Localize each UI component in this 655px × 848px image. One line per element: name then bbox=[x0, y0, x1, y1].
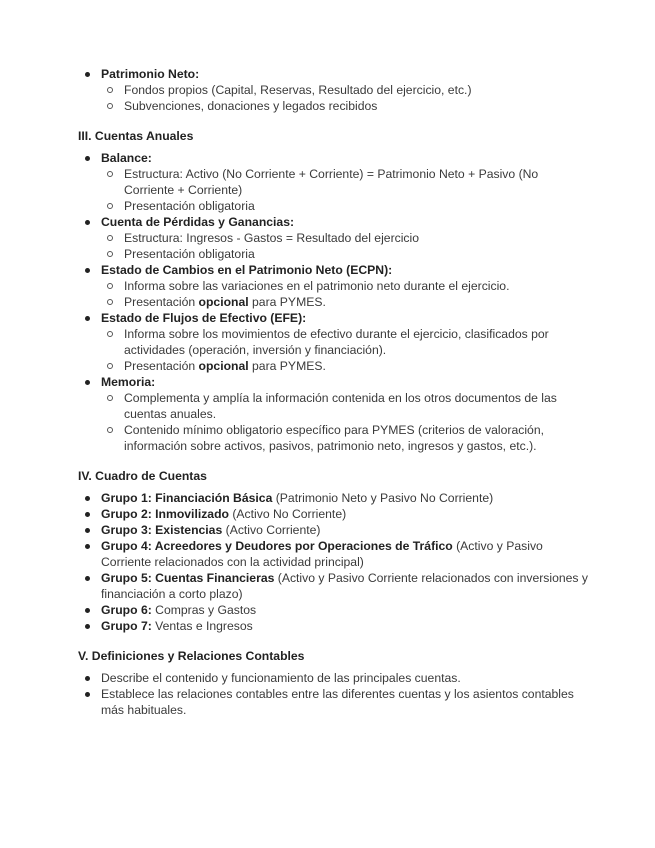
group-desc: Ventas e Ingresos bbox=[151, 619, 253, 633]
sub-list-item: Estructura: Activo (No Corriente + Corriente) = Patrimonio Neto + Pasivo (No Corriente + Corriente) bbox=[101, 166, 588, 198]
list-item: Establece las relaciones contables entre las diferentes cuentas y los asientos contables más habituales. bbox=[78, 686, 588, 718]
section-heading: V. Definiciones y Relaciones Contables bbox=[78, 649, 305, 663]
text-bold: opcional bbox=[198, 295, 249, 309]
group-desc: (Activo No Corriente) bbox=[228, 507, 347, 521]
text-suffix: para PYMES. bbox=[248, 359, 326, 373]
sub-list-item: Complementa y amplía la información contenida en los otros documentos de las cuentas anuales. bbox=[101, 390, 588, 422]
group-title: Grupo 2: Inmovilizado bbox=[101, 507, 229, 521]
document-content bbox=[78, 66, 588, 718]
group-desc: Compras y Gastos bbox=[151, 603, 257, 617]
list-item bbox=[78, 522, 588, 538]
section-heading: III. Cuentas Anuales bbox=[78, 129, 194, 143]
text-bold: opcional bbox=[198, 359, 249, 373]
sub-list-item: Informa sobre las variaciones en el patrimonio neto durante el ejercicio. bbox=[101, 278, 588, 294]
sub-list-item: Presentación obligatoria bbox=[101, 246, 588, 262]
group-desc: (Activo y Pasivo Corriente relacionados con la actividad principal) bbox=[101, 539, 543, 569]
cuadro-cuentas-list bbox=[78, 490, 588, 634]
sub-list bbox=[101, 390, 588, 454]
list-item bbox=[78, 214, 588, 262]
sub-list-item: Presentación obligatoria bbox=[101, 198, 588, 214]
list-item-title: Patrimonio Neto: bbox=[101, 67, 200, 81]
list-item bbox=[78, 490, 588, 506]
sub-list-item: Estructura: Ingresos - Gastos = Resultado del ejercicio bbox=[101, 230, 588, 246]
sub-list bbox=[101, 326, 588, 374]
list-item bbox=[78, 66, 588, 114]
list-item bbox=[78, 150, 588, 214]
cuentas-anuales-list bbox=[78, 150, 588, 454]
group-title: Grupo 1: Financiación Básica bbox=[101, 491, 273, 505]
sub-list bbox=[101, 82, 588, 114]
group-title: Grupo 6: bbox=[101, 603, 152, 617]
group-title: Grupo 4: Acreedores y Deudores por Operaciones de Tráfico bbox=[101, 539, 453, 553]
list-item: Describe el contenido y funcionamiento de las principales cuentas. bbox=[78, 670, 588, 686]
sub-list-item bbox=[101, 358, 588, 374]
group-title: Grupo 7: bbox=[101, 619, 152, 633]
list-item bbox=[78, 618, 588, 634]
list-item-title: Balance: bbox=[101, 151, 152, 165]
sub-list-item: Subvenciones, donaciones y legados recibidos bbox=[101, 98, 588, 114]
list-item bbox=[78, 538, 588, 570]
sub-list-item bbox=[101, 294, 588, 310]
list-item-title: Estado de Flujos de Efectivo (EFE): bbox=[101, 311, 307, 325]
sub-list-item: Contenido mínimo obligatorio específico para PYMES (criterios de valoración, información sobre activos, pasivos, patrimonio neto, ingresos y gastos, etc.). bbox=[101, 422, 588, 454]
list-item bbox=[78, 570, 588, 602]
group-desc: (Patrimonio Neto y Pasivo No Corriente) bbox=[272, 491, 494, 505]
text-suffix: para PYMES. bbox=[248, 295, 326, 309]
group-desc: (Activo Corriente) bbox=[222, 523, 321, 537]
group-title: Grupo 5: Cuentas Financieras bbox=[101, 571, 275, 585]
text-prefix: Presentación bbox=[124, 359, 199, 373]
patrimonio-list bbox=[78, 66, 588, 114]
list-item-title: Memoria: bbox=[101, 375, 156, 389]
list-item-title: Cuenta de Pérdidas y Ganancias: bbox=[101, 215, 295, 229]
definiciones-list bbox=[78, 670, 588, 718]
list-item bbox=[78, 602, 588, 618]
sub-list bbox=[101, 166, 588, 214]
group-title: Grupo 3: Existencias bbox=[101, 523, 223, 537]
sub-list-item: Fondos propios (Capital, Reservas, Resultado del ejercicio, etc.) bbox=[101, 82, 588, 98]
sub-list bbox=[101, 278, 588, 310]
text-prefix: Presentación bbox=[124, 295, 199, 309]
list-item bbox=[78, 310, 588, 374]
sub-list-item: Informa sobre los movimientos de efectivo durante el ejercicio, clasificados por actividades (operación, inversión y financiación). bbox=[101, 326, 588, 358]
list-item-title: Estado de Cambios en el Patrimonio Neto (ECPN): bbox=[101, 263, 393, 277]
list-item bbox=[78, 374, 588, 454]
list-item bbox=[78, 262, 588, 310]
sub-list bbox=[101, 230, 588, 262]
group-desc: (Activo y Pasivo Corriente relacionados con inversiones y financiación a corto plazo) bbox=[101, 571, 589, 601]
list-item bbox=[78, 506, 588, 522]
section-heading: IV. Cuadro de Cuentas bbox=[78, 469, 207, 483]
